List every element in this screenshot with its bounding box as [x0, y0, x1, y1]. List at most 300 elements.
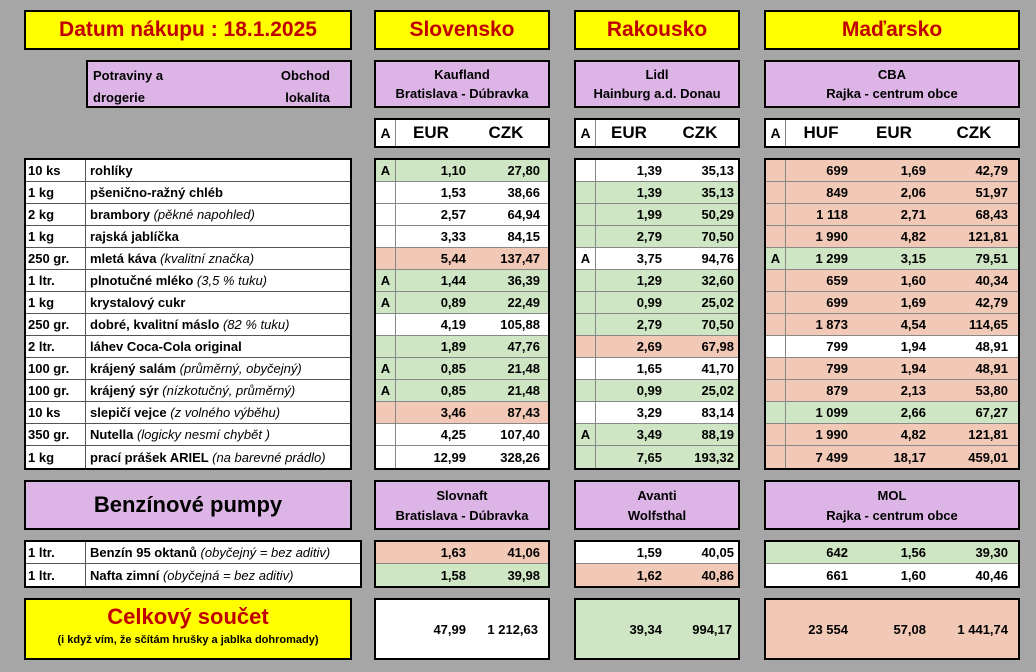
price-row	[576, 292, 738, 314]
product-name	[86, 207, 350, 222]
country-slovakia: Slovensko	[374, 10, 550, 50]
price-czk: 27,80	[507, 163, 540, 178]
total-eur: 47,99	[433, 621, 466, 637]
price-czk: 21,48	[507, 361, 540, 376]
price-value: 2,71	[900, 207, 926, 222]
station-avanti	[574, 480, 740, 530]
availability-flag	[376, 226, 396, 247]
availability-flag	[766, 292, 786, 313]
product-qty: 10 ks	[26, 160, 86, 181]
price-czk: 42,79	[975, 295, 1008, 310]
price-row	[576, 336, 738, 358]
availability-flag	[766, 336, 786, 357]
product-label: mletá káva	[90, 251, 157, 266]
availability-flag	[376, 182, 396, 203]
col-a: A	[766, 120, 786, 146]
product-name	[86, 317, 350, 332]
col-header-hu	[764, 118, 1020, 148]
total-czk: 994,17	[692, 621, 732, 637]
price-czk: 47,76	[507, 339, 540, 354]
total-czk: 1 441,74	[957, 621, 1008, 637]
availability-flag	[576, 292, 596, 313]
price-row	[376, 160, 548, 182]
price-czk: 40,34	[975, 273, 1008, 288]
col-eur: EUR	[876, 123, 912, 142]
price-czk: 53,80	[975, 383, 1008, 398]
fuel-price: 39,30	[975, 545, 1008, 560]
availability-flag	[766, 446, 786, 468]
price-row	[766, 248, 1018, 270]
shop-name: Kaufland	[434, 67, 490, 82]
product-qty: 250 gr.	[26, 314, 86, 335]
price-value: 1,60	[900, 273, 926, 288]
product-label: krájený sýr	[90, 383, 159, 398]
fuel-prices-hungary	[764, 540, 1020, 588]
price-value: 799	[826, 339, 848, 354]
price-czk: 51,97	[975, 185, 1008, 200]
category-label-b: drogerie	[93, 90, 146, 105]
fuel-qty: 1 ltr.	[26, 564, 86, 586]
product-name	[86, 251, 350, 266]
total-austria	[574, 598, 740, 660]
product-name	[86, 339, 350, 354]
price-czk: 70,50	[701, 229, 734, 244]
price-value: 879	[826, 383, 848, 398]
availability-flag	[766, 182, 786, 203]
product-qty: 2 ltr.	[26, 336, 86, 357]
total-huf: 23 554	[808, 621, 848, 637]
product-label: krystalový cukr	[90, 295, 186, 310]
price-value: 1 099	[815, 405, 848, 420]
availability-flag: A	[376, 160, 396, 181]
availability-flag	[376, 446, 396, 468]
category-header	[86, 60, 352, 108]
price-row	[766, 380, 1018, 402]
price-row	[376, 380, 548, 402]
price-value: 1,89	[440, 339, 466, 354]
price-value: 3,29	[636, 405, 662, 420]
availability-flag	[576, 160, 596, 181]
price-value: 4,82	[900, 427, 926, 442]
product-label: plnotučné mléko	[90, 273, 194, 288]
product-note: (nízkotučný, průměrný)	[162, 383, 296, 398]
product-label: brambory	[90, 207, 150, 222]
price-czk: 25,02	[701, 383, 734, 398]
price-row	[766, 402, 1018, 424]
col-czk: CZK	[488, 123, 524, 142]
product-name	[86, 361, 350, 376]
fuel-price: 41,06	[507, 545, 540, 560]
product-label: Nutella	[90, 427, 134, 442]
fuel-note: (obyčejná = bez aditiv)	[162, 567, 294, 583]
price-row	[576, 314, 738, 336]
product-row	[26, 424, 350, 446]
product-name	[86, 229, 350, 244]
price-value: 7 499	[815, 449, 848, 465]
price-czk: 50,29	[701, 207, 734, 222]
price-czk: 94,76	[701, 251, 734, 266]
price-czk: 121,81	[968, 427, 1008, 442]
shop-cba	[764, 60, 1020, 108]
price-value: 1,69	[900, 295, 926, 310]
product-list	[24, 158, 352, 470]
price-value: 2,79	[636, 317, 662, 332]
fuel-label: Nafta zimní	[90, 567, 160, 583]
price-value: 1,69	[900, 163, 926, 178]
price-czk: 328,26	[500, 449, 540, 465]
col-a: A	[576, 120, 596, 146]
price-czk: 83,14	[701, 405, 734, 420]
fuel-prices-slovakia	[374, 540, 550, 588]
shop-label-b: lokalita	[285, 90, 330, 105]
price-row	[766, 292, 1018, 314]
price-row	[376, 248, 548, 270]
price-row	[766, 358, 1018, 380]
availability-flag	[766, 424, 786, 445]
price-czk: 121,81	[968, 229, 1008, 244]
product-qty: 10 ks	[26, 402, 86, 423]
price-value: 1,94	[900, 339, 926, 354]
availability-flag	[766, 226, 786, 247]
price-row	[766, 182, 1018, 204]
price-value: 2,13	[900, 383, 926, 398]
availability-flag	[376, 336, 396, 357]
availability-flag	[376, 204, 396, 225]
fuel-label: Benzín 95 oktanů	[90, 545, 197, 560]
price-value: 2,79	[636, 229, 662, 244]
fuel-prices-austria	[574, 540, 740, 588]
total-slovakia	[374, 598, 550, 660]
price-value: 1 873	[815, 317, 848, 332]
availability-flag	[576, 380, 596, 401]
prices-slovakia	[374, 158, 550, 470]
price-value: 2,06	[900, 185, 926, 200]
price-czk: 79,51	[975, 251, 1008, 266]
fuel-price: 40,86	[701, 567, 734, 583]
fuel-price: 1,59	[636, 545, 662, 560]
price-value: 1 990	[815, 427, 848, 442]
price-row	[376, 446, 548, 468]
fuel-name	[86, 545, 360, 560]
availability-flag	[576, 182, 596, 203]
product-row	[26, 270, 350, 292]
price-value: 3,49	[636, 427, 662, 442]
price-row	[376, 182, 548, 204]
availability-flag	[376, 424, 396, 445]
product-label: láhev Coca-Cola original	[90, 339, 242, 354]
price-czk: 84,15	[507, 229, 540, 244]
price-value: 4,54	[900, 317, 926, 332]
price-value: 1,39	[636, 163, 662, 178]
product-note: (3,5 % tuku)	[196, 273, 268, 288]
fuel-price-row	[576, 542, 738, 564]
price-value: 799	[826, 361, 848, 376]
product-name	[86, 185, 350, 200]
price-value: 849	[826, 185, 848, 200]
price-row	[576, 380, 738, 402]
price-value: 18,17	[893, 449, 926, 465]
price-row	[766, 336, 1018, 358]
product-label: rajská jablíčka	[90, 229, 179, 244]
fuel-price: 1,60	[900, 567, 926, 583]
product-name	[86, 273, 350, 288]
fuel-price-row	[376, 564, 548, 586]
product-qty: 250 gr.	[26, 248, 86, 269]
price-value: 7,65	[636, 449, 662, 465]
product-qty: 100 gr.	[26, 358, 86, 379]
shop-place: Bratislava - Dúbravka	[395, 86, 529, 101]
price-czk: 21,48	[507, 383, 540, 398]
price-value: 2,69	[636, 339, 662, 354]
price-row	[766, 424, 1018, 446]
fuel-price-row	[766, 542, 1018, 564]
availability-flag	[766, 314, 786, 335]
fuel-price: 40,05	[701, 545, 734, 560]
price-czk: 70,50	[701, 317, 734, 332]
product-note: (na barevné prádlo)	[212, 449, 326, 465]
station-place: Wolfsthal	[627, 507, 687, 523]
total-subtitle: (i když vím, že sčítám hrušky a jablka dohromady)	[57, 634, 319, 646]
price-value: 1,99	[636, 207, 662, 222]
product-name	[86, 163, 350, 178]
price-value: 1 299	[815, 251, 848, 266]
fuel-price: 1,56	[900, 545, 926, 560]
product-name	[86, 427, 350, 442]
price-value: 699	[826, 163, 848, 178]
col-huf: HUF	[803, 123, 839, 142]
price-row	[766, 204, 1018, 226]
price-row	[766, 160, 1018, 182]
total-title-box	[24, 598, 352, 660]
price-value: 0,99	[636, 383, 662, 398]
product-row	[26, 336, 350, 358]
price-value: 4,25	[440, 427, 466, 442]
col-czk: CZK	[682, 123, 718, 142]
price-row	[376, 402, 548, 424]
price-czk: 25,02	[701, 295, 734, 310]
product-label: slepičí vejce	[90, 405, 167, 420]
price-value: 3,15	[900, 251, 926, 266]
station-mol	[764, 480, 1020, 530]
price-value: 4,82	[900, 229, 926, 244]
availability-flag	[766, 358, 786, 379]
price-czk: 48,91	[975, 339, 1008, 354]
fuel-price: 1,62	[636, 567, 662, 583]
price-row	[766, 270, 1018, 292]
price-czk: 107,40	[500, 427, 540, 442]
price-value: 1,10	[440, 163, 466, 178]
product-qty: 1 kg	[26, 292, 86, 313]
price-value: 3,33	[440, 229, 466, 244]
availability-flag	[376, 402, 396, 423]
total-eur: 57,08	[893, 621, 926, 637]
availability-flag	[376, 314, 396, 335]
shop-name: CBA	[877, 67, 907, 82]
price-value: 2,57	[440, 207, 466, 222]
price-czk: 137,47	[500, 251, 540, 266]
product-label: pšenično-ražný chléb	[90, 185, 223, 200]
product-name	[86, 450, 350, 465]
price-value: 1,39	[636, 185, 662, 200]
price-value: 1,29	[636, 273, 662, 288]
product-row	[26, 182, 350, 204]
fuel-price-row	[376, 542, 548, 564]
price-czk: 42,79	[975, 163, 1008, 178]
product-label: dobré, kvalitní máslo	[90, 317, 220, 332]
total-czk: 1 212,63	[487, 621, 538, 637]
total-hungary	[764, 598, 1020, 660]
price-czk: 35,13	[701, 163, 734, 178]
product-label: krájený salám	[90, 361, 177, 376]
price-row	[576, 204, 738, 226]
price-value: 2,66	[900, 405, 926, 420]
shop-label-a: Obchod	[280, 68, 330, 83]
price-czk: 35,13	[701, 185, 734, 200]
price-czk: 32,60	[701, 273, 734, 288]
product-qty: 1 kg	[26, 226, 86, 247]
price-row	[376, 226, 548, 248]
price-czk: 38,66	[507, 185, 540, 200]
category-label-a: Potraviny a	[93, 68, 164, 83]
availability-flag: A	[376, 358, 396, 379]
price-czk: 105,88	[500, 317, 540, 332]
availability-flag	[766, 270, 786, 291]
product-note: (pěkné napohled)	[153, 207, 255, 222]
price-value: 1,44	[440, 273, 466, 288]
country-hungary: Maďarsko	[764, 10, 1020, 50]
price-value: 1,53	[440, 185, 466, 200]
availability-flag	[576, 336, 596, 357]
product-row	[26, 248, 350, 270]
fuel-price: 642	[826, 545, 848, 560]
price-row	[576, 424, 738, 446]
fuel-price-row	[766, 564, 1018, 586]
price-czk: 22,49	[507, 295, 540, 310]
product-name	[86, 295, 350, 310]
price-czk: 41,70	[701, 361, 734, 376]
price-czk: 193,32	[694, 449, 734, 465]
price-row	[576, 446, 738, 468]
col-eur: EUR	[413, 123, 449, 142]
price-value: 1 990	[815, 229, 848, 244]
price-row	[766, 226, 1018, 248]
col-czk: CZK	[956, 123, 992, 142]
prices-hungary	[764, 158, 1020, 470]
product-note: (logicky nesmí chybět )	[136, 427, 270, 442]
product-qty: 1 kg	[26, 182, 86, 203]
product-label: prací prášek ARIEL	[90, 449, 209, 465]
price-value: 0,85	[440, 361, 466, 376]
product-note: (kvalitní značka)	[160, 251, 255, 266]
price-row	[376, 270, 548, 292]
product-label: rohlíky	[90, 163, 133, 178]
product-qty: 350 gr.	[26, 424, 86, 445]
product-row	[26, 292, 350, 314]
price-czk: 114,65	[968, 317, 1008, 332]
fuel-price-row	[576, 564, 738, 586]
product-qty: 1 kg	[26, 446, 86, 468]
fuel-title: Benzínové pumpy	[24, 480, 352, 530]
price-value: 699	[826, 295, 848, 310]
price-czk: 36,39	[507, 273, 540, 288]
fuel-row	[26, 542, 360, 564]
price-row	[576, 226, 738, 248]
price-value: 0,99	[636, 295, 662, 310]
availability-flag	[576, 446, 596, 468]
availability-flag	[576, 358, 596, 379]
fuel-price: 1,58	[440, 567, 466, 583]
price-row	[576, 270, 738, 292]
availability-flag	[376, 248, 396, 269]
fuel-price: 39,98	[507, 567, 540, 583]
price-value: 1,94	[900, 361, 926, 376]
availability-flag	[766, 204, 786, 225]
product-name	[86, 383, 350, 398]
availability-flag	[576, 402, 596, 423]
availability-flag: A	[576, 248, 596, 269]
price-czk: 87,43	[507, 405, 540, 420]
price-czk: 64,94	[507, 207, 540, 222]
price-value: 0,89	[440, 295, 466, 310]
price-value: 4,19	[440, 317, 466, 332]
price-row	[376, 358, 548, 380]
availability-flag	[576, 226, 596, 247]
fuel-price: 661	[826, 567, 848, 583]
shop-place: Rajka - centrum obce	[826, 86, 958, 101]
total-eur: 39,34	[629, 621, 662, 637]
product-row	[26, 160, 350, 182]
prices-austria	[574, 158, 740, 470]
product-name	[86, 405, 350, 420]
product-note: (průměrný, obyčejný)	[179, 361, 302, 376]
price-value: 3,75	[636, 251, 662, 266]
col-header-at	[574, 118, 740, 148]
availability-flag: A	[376, 380, 396, 401]
price-value: 12,99	[433, 449, 466, 465]
price-row	[766, 314, 1018, 336]
price-row	[576, 402, 738, 424]
date-title: Datum nákupu : 18.1.2025	[24, 10, 352, 50]
station-name: MOL	[877, 487, 907, 503]
station-name: Avanti	[637, 487, 677, 503]
price-value: 5,44	[440, 251, 466, 266]
price-row	[376, 204, 548, 226]
station-place: Rajka - centrum obce	[826, 507, 958, 523]
price-row	[576, 248, 738, 270]
product-row	[26, 380, 350, 402]
price-value: 659	[826, 273, 848, 288]
product-qty: 2 kg	[26, 204, 86, 225]
fuel-list	[24, 540, 362, 588]
col-header-sk	[374, 118, 550, 148]
price-value: 1 118	[816, 207, 848, 222]
price-czk: 48,91	[975, 361, 1008, 376]
availability-flag	[766, 160, 786, 181]
availability-flag	[766, 380, 786, 401]
price-row	[576, 358, 738, 380]
shop-place: Hainburg a.d. Donau	[593, 86, 721, 101]
price-row	[576, 160, 738, 182]
availability-flag	[576, 270, 596, 291]
availability-flag	[766, 402, 786, 423]
price-row	[376, 314, 548, 336]
country-austria: Rakousko	[574, 10, 740, 50]
product-row	[26, 446, 350, 468]
shop-kaufland	[374, 60, 550, 108]
col-a: A	[376, 120, 396, 146]
availability-flag: A	[376, 270, 396, 291]
product-qty: 1 ltr.	[26, 270, 86, 291]
